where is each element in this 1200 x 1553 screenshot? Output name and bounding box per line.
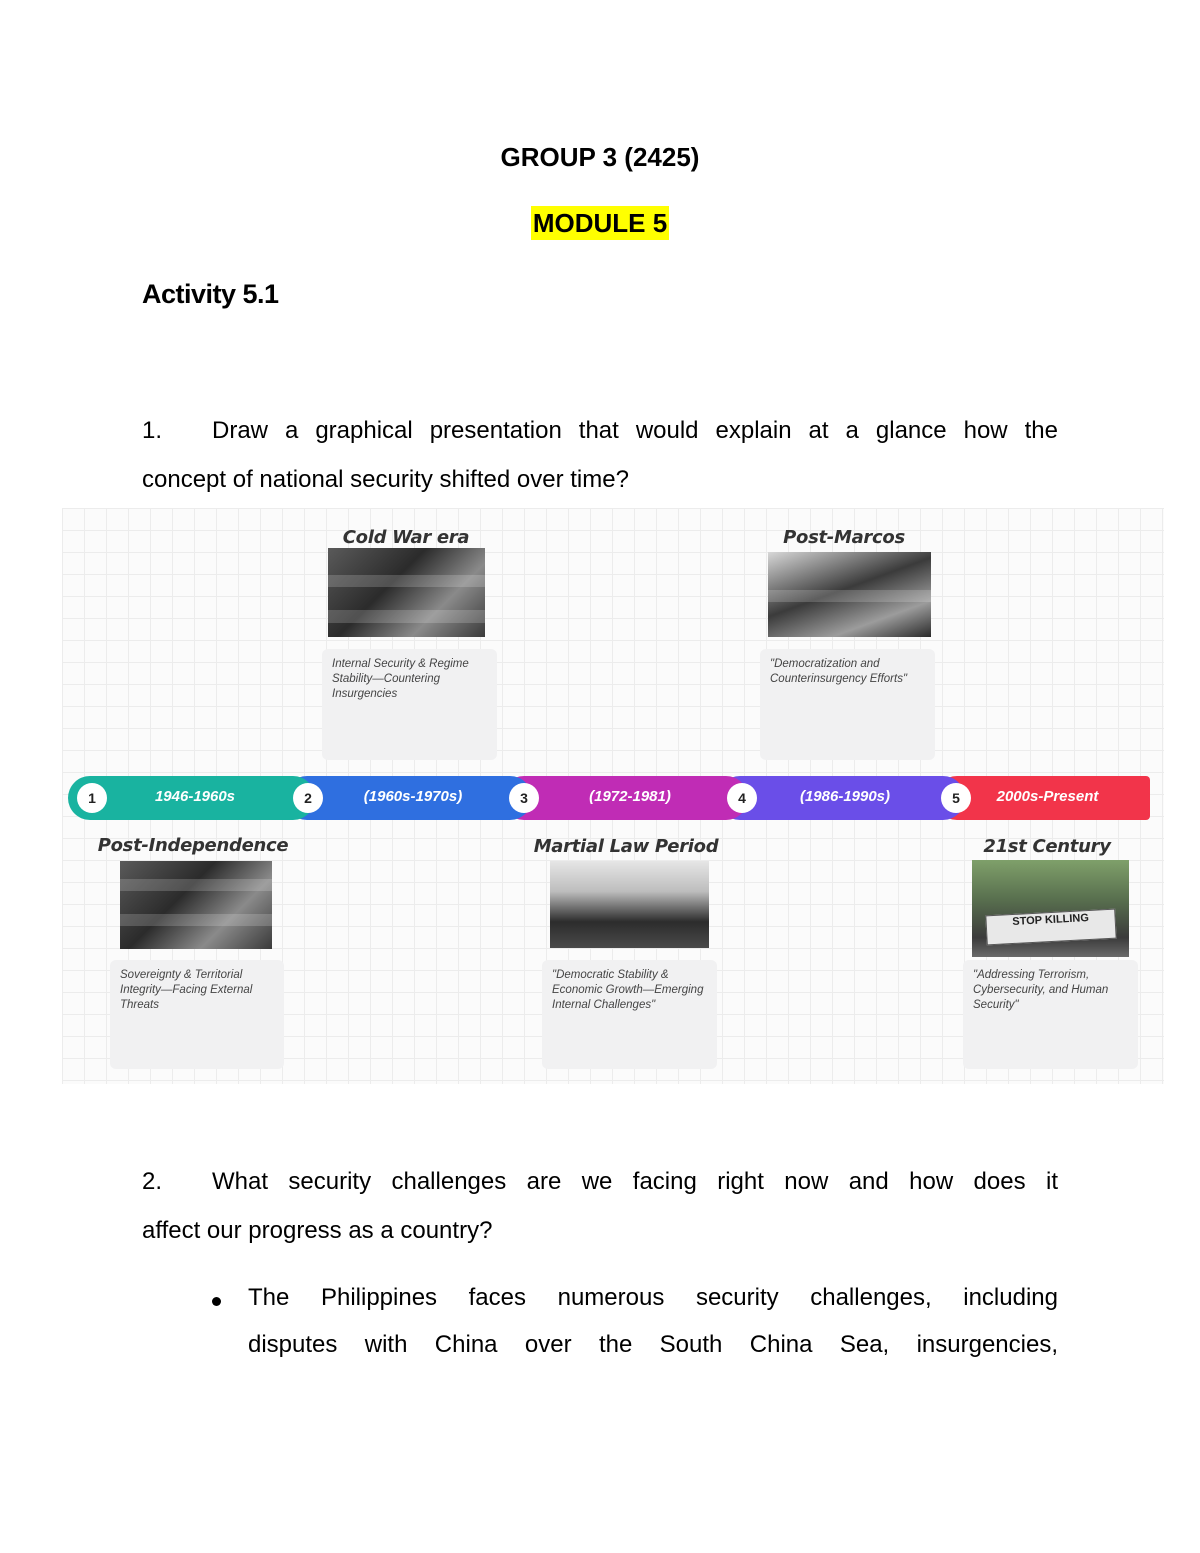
era-card-post-marcos: "Democratization and Counterinsurgency Efforts" [760, 649, 935, 760]
era-title-21st-century: 21st Century [983, 836, 1111, 857]
photo-21st-century [972, 860, 1129, 957]
bullet-line-1: The Philippines faces numerous security challenges, including [248, 1284, 1058, 1311]
timeline-label-5: 2000s-Present [996, 788, 1099, 805]
question-2-line-2: affect our progress as a country? [142, 1217, 493, 1244]
era-title-post-independence: Post-Independence [97, 835, 289, 856]
timeline-number-2: 2 [293, 783, 323, 813]
activity-title: Activity 5.1 [142, 279, 279, 309]
question-2 [142, 1157, 1058, 1255]
bullet-paragraph [248, 1274, 1058, 1368]
timeline-number-1: 1 [77, 783, 107, 813]
era-title-martial-law: Martial Law Period [533, 836, 719, 857]
photo-martial-law [550, 861, 709, 948]
module-title-wrap [0, 208, 1200, 239]
era-card-cold-war: Internal Security & Regime Stability—Countering Insurgencies [322, 649, 497, 760]
timeline-label-4: (1986-1990s) [799, 788, 891, 805]
timeline-number-3: 3 [509, 783, 539, 813]
bullet-icon [212, 1297, 221, 1306]
timeline-number-4: 4 [727, 783, 757, 813]
module-title: MODULE 5 [532, 208, 668, 238]
photo-post-independence [120, 861, 272, 949]
group-title: GROUP 3 (2425) [500, 142, 700, 172]
era-title-cold-war: Cold War era [342, 527, 470, 548]
timeline-label-3: (1972-1981) [589, 788, 671, 805]
photo-cold-war [328, 548, 485, 637]
question-1-line-2: concept of national security shifted over time? [142, 466, 629, 493]
era-card-post-independence: Sovereignty & Territorial Integrity—Facing External Threats [110, 960, 284, 1069]
timeline-label-2: (1960s-1970s) [363, 788, 463, 805]
photo-post-marcos [768, 552, 931, 637]
question-1-line-1: 1. Draw a graphical presentation that would explain at a glance how the [142, 406, 1058, 455]
protest-banner: STOP KILLING [985, 909, 1116, 946]
era-title-post-marcos: Post-Marcos [783, 527, 905, 548]
question-1-number: 1. [142, 417, 163, 444]
timeline-number-5: 5 [941, 783, 971, 813]
era-card-martial-law: "Democratic Stability & Economic Growth—Emerging Internal Challenges" [542, 960, 717, 1069]
timeline-label-1: 1946-1960s [154, 788, 236, 805]
bullet-line-2: disputes with China over the South China Sea, insurgencies, [248, 1331, 1058, 1358]
question-2-line-1: 2. What security challenges are we facing right now and how does it [142, 1157, 1058, 1206]
era-card-21st-century: "Addressing Terrorism, Cybersecurity, and Human Security" [963, 960, 1138, 1069]
question-2-number: 2. [142, 1168, 163, 1195]
question-1 [142, 406, 1058, 504]
